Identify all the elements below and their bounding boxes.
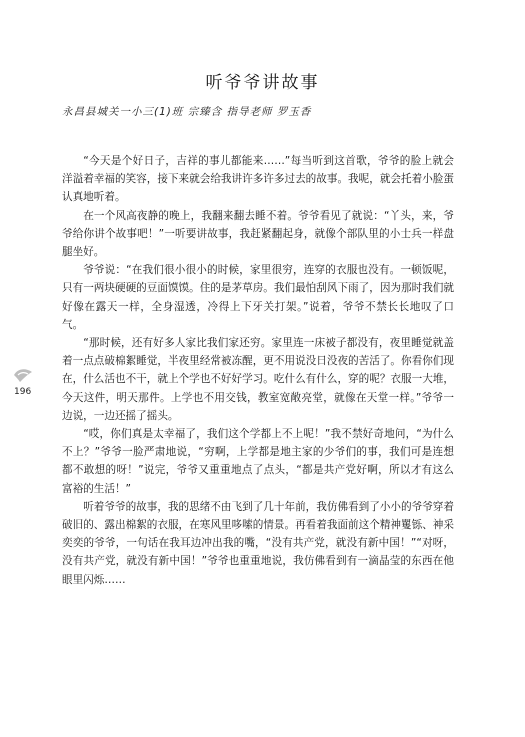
author-byline: 永昌县城关一小三(1)班 宗臻含 指导老师 罗玉香 <box>62 106 312 118</box>
article-title: 听爷爷讲故事 <box>205 73 320 93</box>
page-number: 196 <box>14 387 32 397</box>
paragraph: “那时候，还有好多人家比我们家还穷。家里连一床被子都没有，夜里睡觉就盖着一点点破棉絮睡觉，半夜里经常被冻醒，更不用说没日没夜的苦活了。你看你们现在，什么活也不干，就上个学也不好好学习。吃什么有什么，穿的呢？衣服一大堆，今天这件，明天那件。上学也不用交钱，教室宽敞亮堂，就像在天堂一样。”爷爷一边说，一边还摇了摇头。 <box>62 337 454 422</box>
page-corner-ornament-icon <box>12 366 34 384</box>
paragraph: 在一个风高夜静的晚上，我翻来翻去睡不着。爷爷看见了就说：“丫头，来，爷爷给你讲个故事吧！”一听要讲故事，我赶紧翻起身，就像个部队里的小士兵一样盘腿坐好。 <box>62 209 454 259</box>
paragraph: “哎，你们真是太幸福了，我们这个学都上不上呢！”我不禁好奇地问，“为什么不上？”爷爷一脸严肃地说，“穷啊，上学都是地主家的少爷们的事，我们可是连想都不敢想的呀！”说完，爷爷又重重地点了点头，“都是共产党好啊，所以才有这么富裕的生活！” <box>62 428 454 495</box>
paragraph: 爷爷说：“在我们很小很小的时候，家里很穷，连穿的衣服也没有。一顿饭呢，只有一两块硬硬的豆面馍馍。住的是茅草房。我们最怕刮风下雨了，因为那时我们就好像在露天一样，全身湿透，冷得上下牙关打架。”说着，爷爷不禁长长地叹了口气。 <box>62 264 454 331</box>
article-body <box>62 152 454 589</box>
paragraph: “今天是个好日子，吉祥的事儿都能来……”每当听到这首歌，爷爷的脸上就会洋溢着幸福的笑容，接下来就会给我讲许多许多过去的故事。我呢，就会托着小脸蛋认真地听着。 <box>62 155 454 204</box>
paragraph: 听着爷爷的故事，我的思绪不由飞到了几十年前，我仿佛看到了小小的爷爷穿着破旧的、露出棉絮的衣服，在寒风里哆嗦的情景。再看着我面前这个精神矍铄、神采奕奕的爷爷，一句话在我耳边冲出我的嘴，“没有共产党，就没有新中国！”“对呀，没有共产党，就没有新中国！”爷爷也重重地说，我仿佛看到有一滴晶莹的东西在他眼里闪烁…… <box>62 500 454 586</box>
